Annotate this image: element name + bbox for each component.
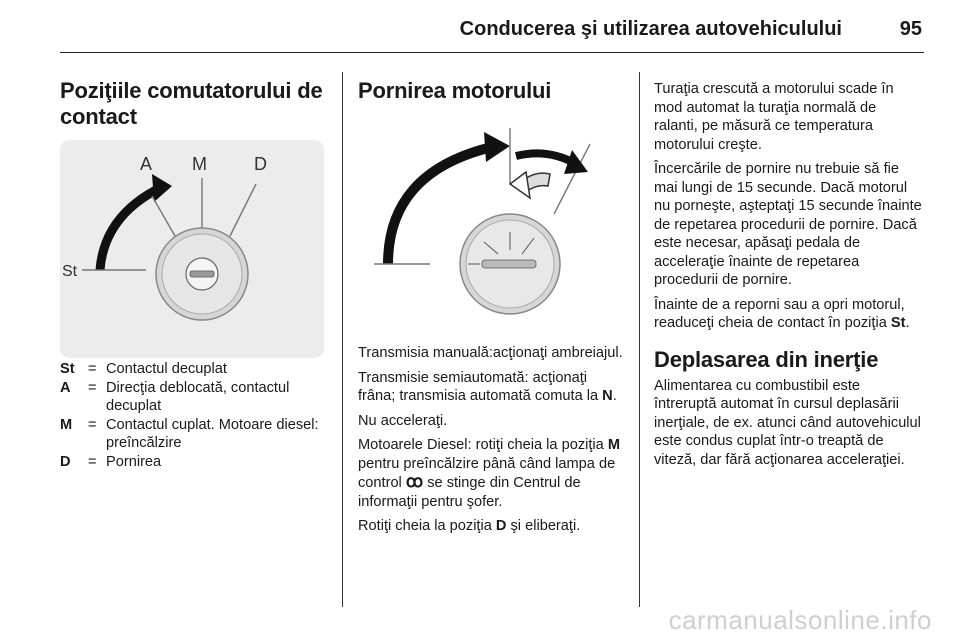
text: . xyxy=(612,388,617,404)
text: Rotiţi cheia la poziţia xyxy=(358,518,496,534)
paragraph-coasting: Alimentarea cu combustibil este întreruptă automat în cursul deplasării inerţiale, de ex. atunci când autovehiculul este condus cuplat într-o treaptă de viteză, dar fără acţionarea acceleraţiei. xyxy=(654,377,921,468)
preheat-lamp-icon: ꝏ xyxy=(405,472,424,491)
ignition-switch-figure xyxy=(60,140,324,358)
column-divider xyxy=(639,72,640,607)
legend-value: Contactul decuplat xyxy=(106,361,227,377)
paragraph-manual: Transmisia manuală:acţionaţi ambreiajul. xyxy=(358,345,623,361)
paragraph-idle-speed: Turaţia crescută a motorului scade în mod automat la turaţia normală de ralanti, pe măsură ce temperatura motorului creşte. xyxy=(654,81,894,153)
position-st: St xyxy=(890,315,906,331)
paragraph-restart xyxy=(654,296,924,333)
column-ignition-positions xyxy=(60,78,330,471)
legend-eq: = xyxy=(88,453,97,470)
column-divider xyxy=(342,72,343,607)
section-heading-coasting: Deplasarea din inerţie xyxy=(654,346,879,372)
paragraph-no-accelerate: Nu acceleraţi. xyxy=(358,412,448,429)
paragraph-turn-key xyxy=(358,517,626,536)
position-m: M xyxy=(607,437,621,453)
text: şi eliberaţi. xyxy=(506,518,581,534)
text: pentru preîncălzire până când lampa de control xyxy=(358,455,616,491)
legend-value: Direcţia deblocată, contactul decuplat xyxy=(106,379,290,414)
legend-value: Contactul cuplat. Motoare diesel: preîncălzire xyxy=(106,416,319,451)
label-a: A xyxy=(140,154,153,174)
legend-key: St xyxy=(60,361,75,377)
text: Motoarele Diesel: rotiţi cheia la poziţia xyxy=(358,437,608,453)
text: Înainte de a reporni sau a opri motorul, readuceţi cheia de contact în poziţia xyxy=(654,296,905,331)
position-d: D xyxy=(495,518,507,534)
label-m: M xyxy=(192,154,207,174)
label-d: D xyxy=(254,154,267,174)
position-legend xyxy=(60,360,330,471)
paragraph-diesel xyxy=(358,436,626,511)
paragraph-semiautomatic xyxy=(358,369,626,406)
engine-start-figure xyxy=(358,114,622,332)
section-heading-ignition: Poziţiile comutatorului de contact xyxy=(60,78,323,129)
text: Transmisie semiautomată: acţionaţi frâna; transmisia automată comuta la xyxy=(358,369,603,404)
paragraph-start-attempts: Încercările de pornire nu trebuie să fie mai lungi de 15 secunde. Dacă motorul nu porneşte, aşteptaţi 15 secunde înainte de repetarea procedurii de pornire. Dacă este necesar, apăsaţi pedala de acceleraţie înainte de repetarea procedurii de pornire. xyxy=(654,161,922,288)
legend-row xyxy=(60,453,330,472)
label-st: St xyxy=(62,263,78,280)
column-continued xyxy=(654,80,924,475)
chapter-title: Conducerea şi utilizarea autovehiculului xyxy=(459,18,842,40)
legend-row xyxy=(60,379,330,416)
section-heading-start: Pornirea motorului xyxy=(358,78,552,103)
legend-key: A xyxy=(60,379,71,396)
start-instructions xyxy=(358,344,626,536)
legend-key: M xyxy=(60,416,73,433)
legend-eq: = xyxy=(88,416,97,433)
watermark: carmanualsonline.info xyxy=(668,605,932,635)
legend-eq: = xyxy=(88,361,97,377)
page-number: 95 xyxy=(899,18,922,40)
legend-eq: = xyxy=(88,379,97,396)
legend-key: D xyxy=(60,453,71,470)
legend-row xyxy=(60,360,330,379)
text: . xyxy=(905,315,910,331)
legend-row xyxy=(60,416,330,453)
column-engine-start xyxy=(358,78,626,542)
text: se stinge din Centrul de informaţii pentru şofer. xyxy=(358,475,581,510)
gear-n: N xyxy=(602,388,613,404)
page-header xyxy=(60,16,924,53)
legend-value: Pornirea xyxy=(106,453,162,470)
